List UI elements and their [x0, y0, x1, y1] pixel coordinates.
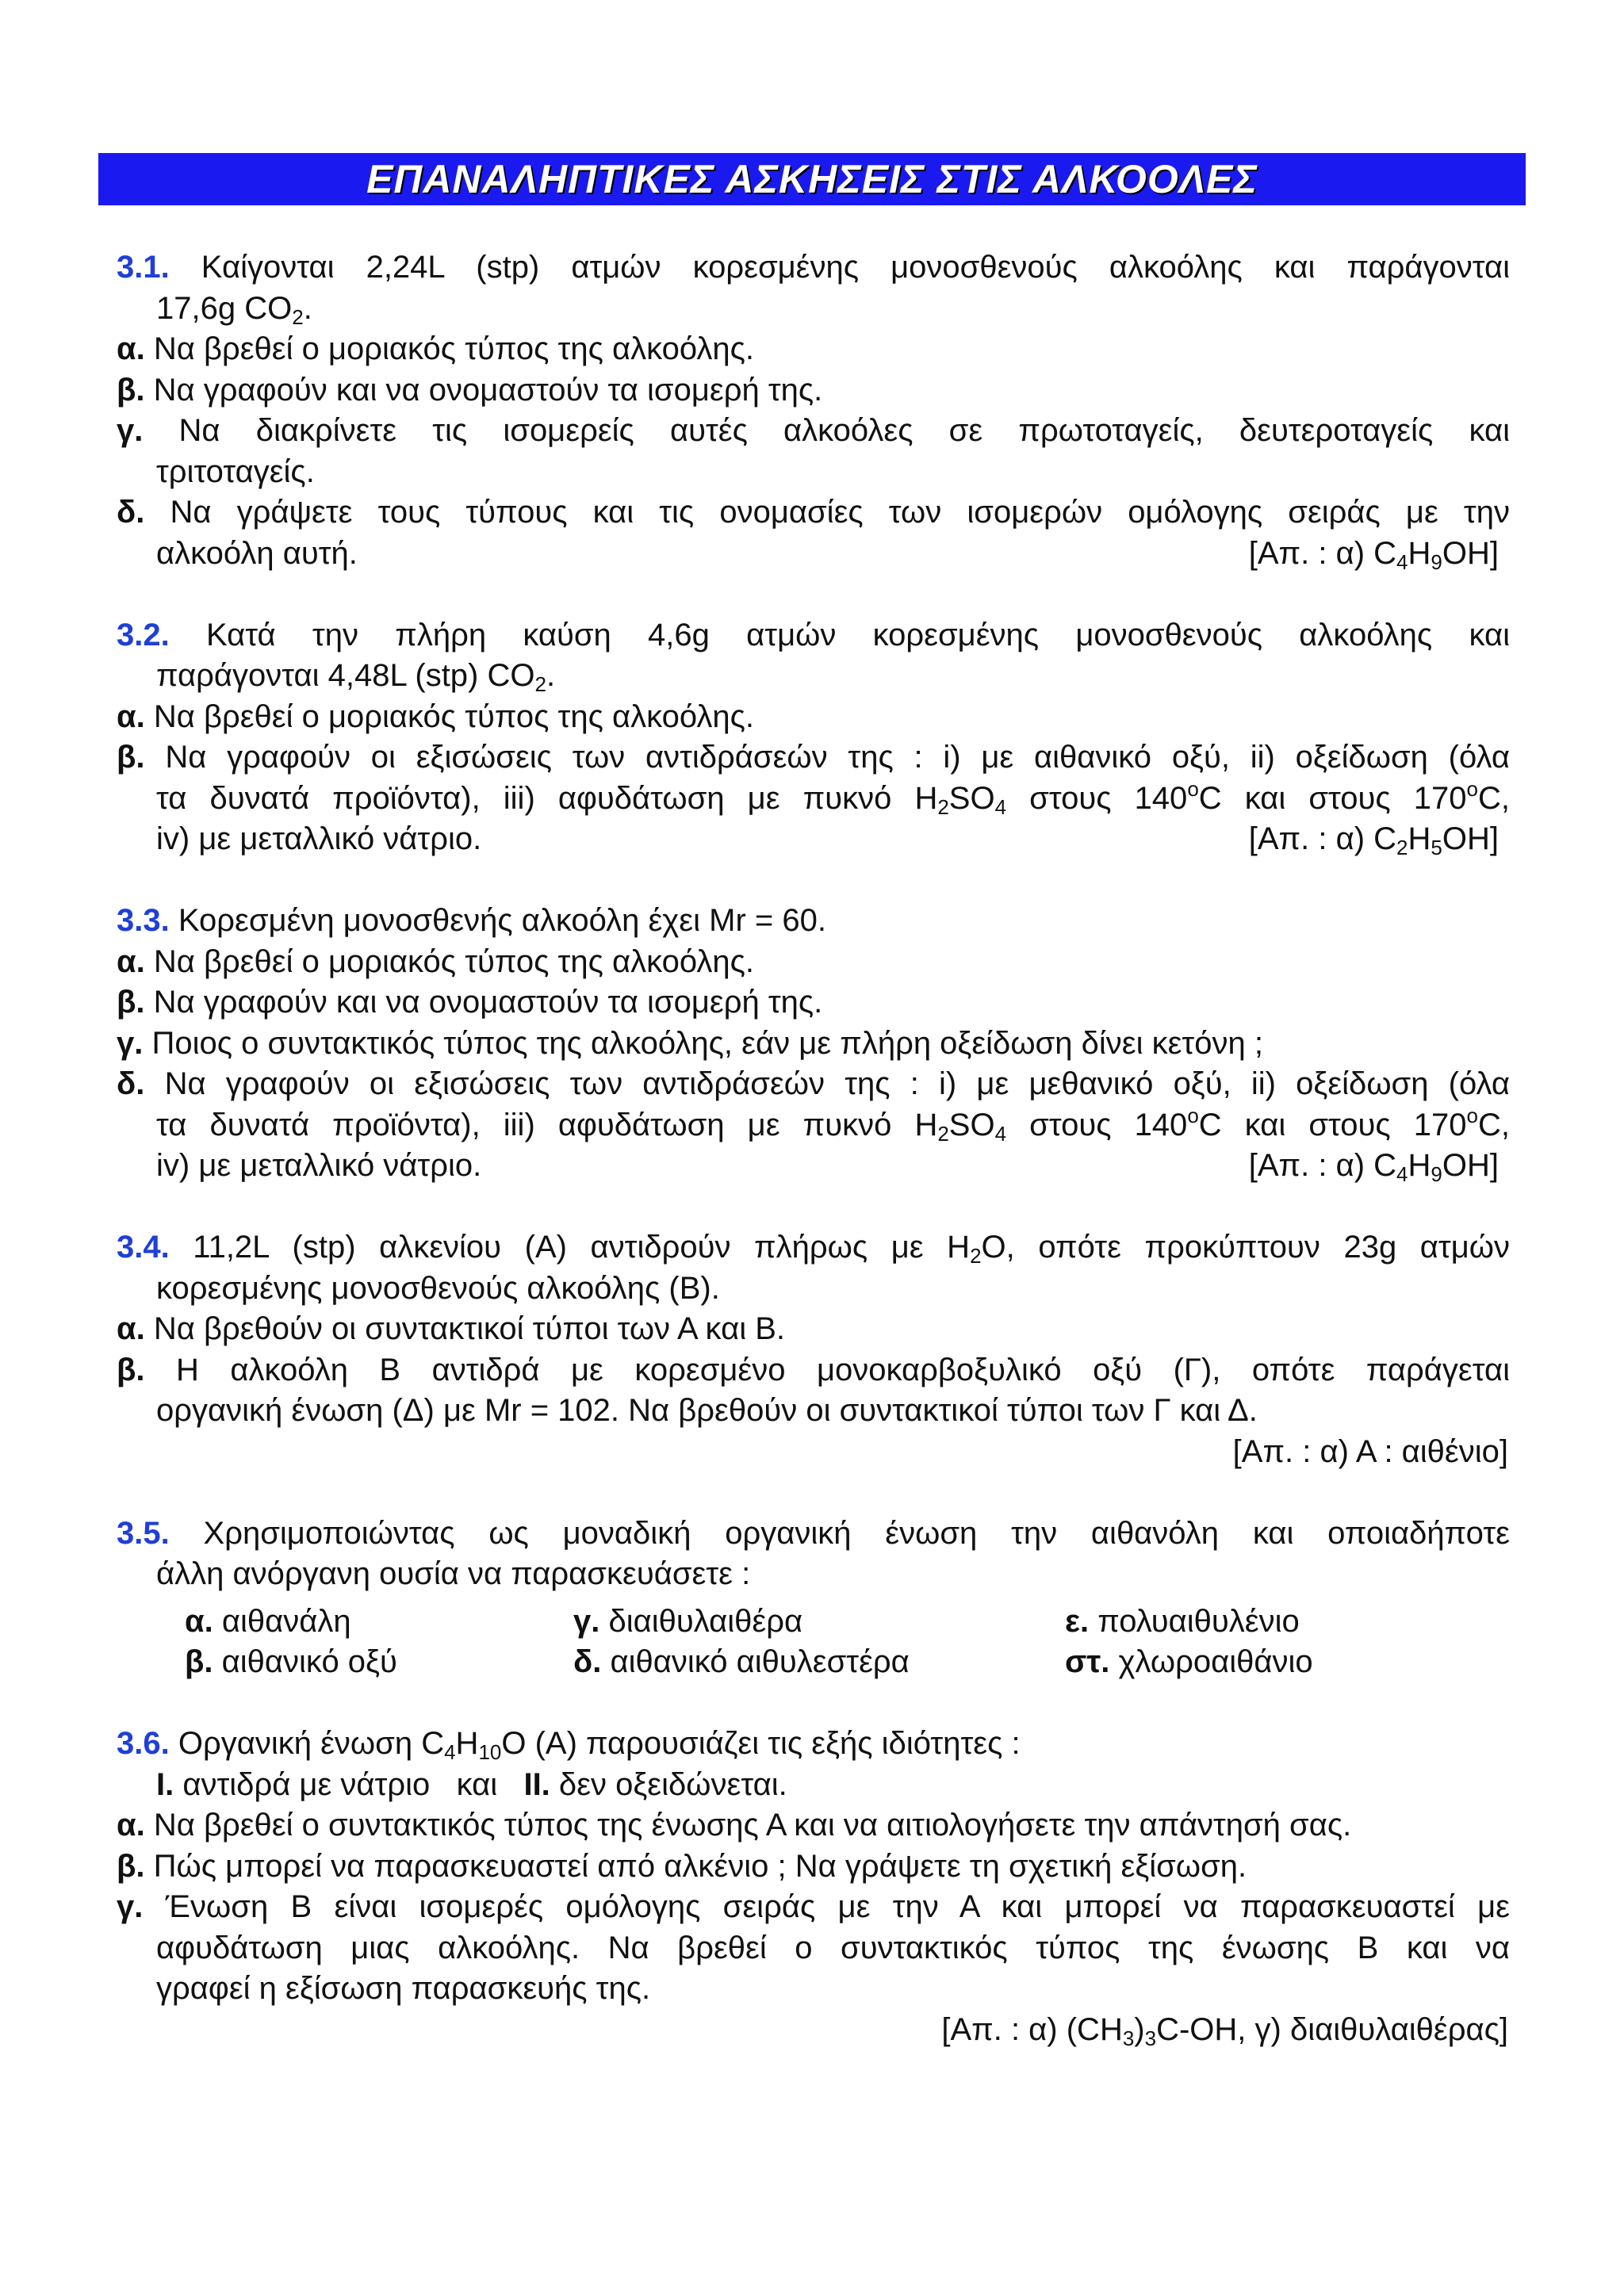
exercise-3-5: 3.5. Χρησιμοποιώντας ως μοναδική οργανική ένωση την αιθανόλη και οποιαδήποτε άλλη ανόργανη ουσία να παρασκευάσετε : α. αιθανάλη γ. διαιθυλαιθέρα ε. πολυαιθυλένιο β. αιθανικό οξύ δ. αιθανικό αιθυλεστέρα στ. χλωροαιθάνιο — [117, 1513, 1510, 1683]
answer: [Απ. : α) Α : αιθένιο] — [1232, 1433, 1508, 1469]
list-item: β. αιθανικό οξύ — [185, 1644, 397, 1679]
exercise-3-3: 3.3. Κορεσμένη μονοσθενής αλκοόλη έχει Mr = 60. α. Να βρεθεί ο μοριακός τύπος της αλκοόλης. β. Να γραφούν και να ονομαστούν τα ισομερή της. γ. Ποιος ο συντακτικός τύπος της αλκοόλης, εάν με πλήρη οξείδωση δίνει κετόνη ; δ. Να γραφούν οι εξισώσεις των αντιδράσεών της : i) με μεθανικό οξύ, ii) οξείδωση (όλα τα δυνατά προϊόντα), iii) αφυδάτωση με πυκνό $H_2SO_4$ στους 140$^o$C και στους 170$^o$C, iv) με μεταλλικό νάτριο. [Απ. : α) $C_4H_9OH$] — [117, 903, 1510, 1186]
list-item: α. αιθανάλη — [185, 1603, 351, 1639]
exercise-text: Καίγονται 2,24L (stp) ατμών κορεσμένης μονοσθενούς αλκοόλης και παράγονται — [201, 250, 1510, 285]
exercise-number: 3.4. — [117, 1230, 170, 1265]
exercise-3-1: 3.1. Καίγονται 2,24L (stp) ατμών κορεσμένης μονοσθενούς αλκοόλης και παράγονται 17,6g $CO_2$. α. Να βρεθεί ο μοριακός τύπος της αλκοόλης. β. Να γραφούν και να ονομαστούν τα ισομερή της. γ. Να διακρίνετε τις ισομερείς αυτές αλκοόλες σε πρωτοταγείς, δευτεροταγείς και τριτοταγείς. δ. Να γράψετε τους τύπους και τις ονομασίες των ισομερών ομόλογης σειράς με την αλκοόλη αυτή. [Απ. : α) $C_4H_9OH$] — [117, 250, 1510, 574]
exercise-number: 3.6. — [117, 1726, 170, 1761]
answer: [Απ. : α) $(CH_3)_3C-OH$, γ) διαιθυλαιθέρας] — [941, 2011, 1508, 2050]
exercise-number: 3.2. — [117, 617, 170, 652]
page-title: ΕΠΑΝΑΛΗΠΤΙΚΕΣ ΑΣΚΗΣΕΙΣ ΣΤΙΣ ΑΛΚΟΟΛΕΣ — [366, 157, 1258, 201]
exercise-3-2: 3.2. Κατά την πλήρη καύση 4,6g ατμών κορεσμένης μονοσθενούς αλκοόλης και παράγονται 4,48L (stp) $CO_2$. α. Να βρεθεί ο μοριακός τύπος της αλκοόλης. β. Να γραφούν οι εξισώσεις των αντιδράσεών της : i) με αιθανικό οξύ, ii) οξείδωση (όλα τα δυνατά προϊόντα), iii) αφυδάτωση με πυκνό $H_2SO_4$ στους 140$^o$C και στους 170$^o$C, iv) με μεταλλικό νάτριο. [Απ. : α) $C_2H_5OH$] — [117, 617, 1510, 859]
exercise-number: 3.3. — [117, 903, 170, 938]
answer: [Απ. : α) $C_4H_9OH$] — [1248, 1148, 1499, 1186]
list-item: ε. πολυαιθυλένιο — [1065, 1603, 1300, 1639]
list-item: στ. χλωροαιθάνιο — [1065, 1644, 1313, 1679]
answer: [Απ. : α) $C_4H_9OH$] — [1248, 535, 1499, 574]
exercise-3-6: 3.6. Οργανική ένωση $C_4H_{10}O$ (Α) παρουσιάζει τις εξής ιδιότητες : I. αντιδρά με νάτριο και II. δεν οξειδώνεται. α. Να βρεθεί ο συντακτικός τύπος της ένωσης Α και να αιτιολογήσετε την απάντησή σας. β. Πώς μπορεί να παρασκευαστεί από αλκένιο ; Να γράψετε τη σχετική εξίσωση. γ. Ένωση Β είναι ισομερές ομόλογης σειράς με την Α και μπορεί να παρασκευαστεί με αφυδάτωση μιας αλκοόλης. Να βρεθεί ο συντακτικός τύπος της ένωσης Β και να γραφεί η εξίσωση παρασκευής της. [Απ. : α) $(CH_3)_3C-OH$, γ) διαιθυλαιθέρας] — [117, 1726, 1510, 2050]
title-banner — [98, 153, 1526, 205]
exercise-3-4: 3.4. 11,2L (stp) αλκενίου (Α) αντιδρούν πλήρως με $H_2O$, οπότε προκύπτουν 23g ατμών κορεσμένης μονοσθενούς αλκοόλης (Β). α. Να βρεθούν οι συντακτικοί τύποι των Α και Β. β. Η αλκοόλη Β αντιδρά με κορεσμένο μονοκαρβοξυλικό οξύ (Γ), οπότε παράγεται οργανική ένωση (Δ) με Mr = 102. Να βρεθούν οι συντακτικοί τύποι των Γ και Δ. [Απ. : α) Α : αιθένιο] — [117, 1227, 1510, 1472]
exercise-list — [117, 247, 1510, 2091]
exercise-number: 3.1. — [117, 250, 170, 285]
list-item: δ. αιθανικό αιθυλεστέρα — [573, 1644, 910, 1679]
list-item: γ. διαιθυλαιθέρα — [573, 1603, 803, 1639]
exercise-number: 3.5. — [117, 1515, 170, 1551]
answer: [Απ. : α) $C_2H_5OH$] — [1248, 821, 1499, 859]
items-grid — [117, 1601, 1510, 1683]
